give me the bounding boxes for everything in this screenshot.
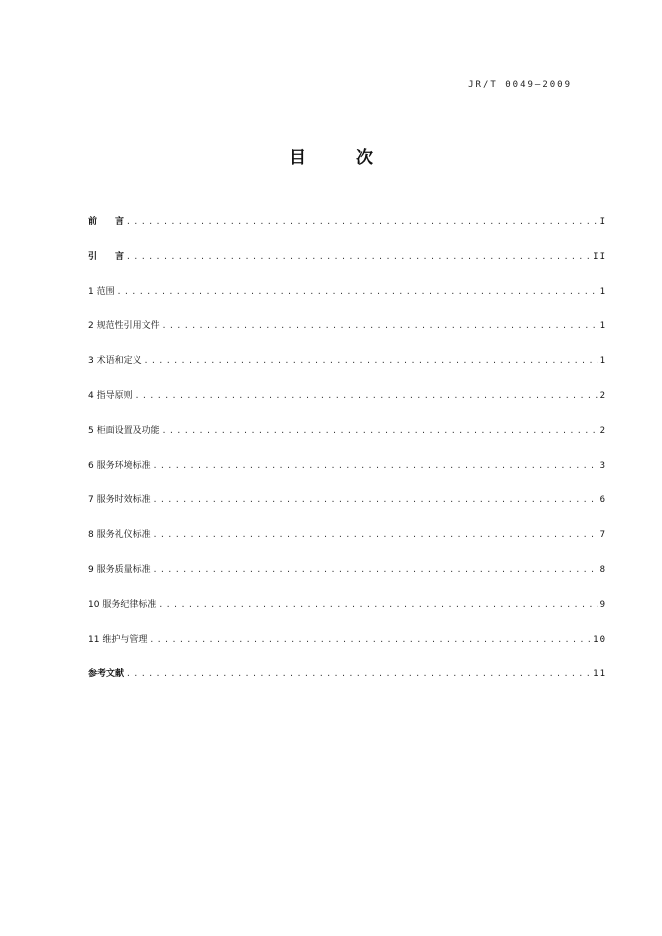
toc-entry-label: 11 维护与管理	[88, 634, 148, 645]
toc-entry[interactable]	[88, 632, 606, 667]
toc-entry-label: 7 服务时效标准	[88, 495, 151, 506]
toc-entry-page-number: 1	[599, 356, 606, 367]
toc-dot-leader	[162, 321, 598, 330]
toc-entry-page-number: 2	[599, 390, 606, 401]
toc-entry[interactable]	[88, 353, 606, 388]
toc-entry[interactable]	[88, 249, 606, 284]
toc-entry-page-number: 7	[599, 530, 606, 541]
toc-entry[interactable]	[88, 527, 606, 562]
toc-dot-leader	[153, 495, 598, 504]
toc-entry-label: 1 范围	[88, 286, 115, 297]
toc-entry-page-number: 2	[599, 425, 606, 436]
toc-dot-leader	[153, 530, 598, 539]
toc-dot-leader	[135, 391, 598, 400]
toc-entry-label: 8 服务礼仪标准	[88, 530, 151, 541]
toc-entry[interactable]	[88, 318, 606, 353]
toc-entry-page-number: 8	[599, 564, 606, 575]
toc-entry-page-number: 9	[599, 599, 606, 610]
toc-entry-label: 前 言	[88, 217, 125, 227]
toc-entry-label: 5 柜面设置及功能	[88, 425, 160, 436]
toc-entry[interactable]	[88, 562, 606, 597]
toc-entry-label: 2 规范性引用文件	[88, 321, 160, 332]
toc-entry[interactable]	[88, 458, 606, 493]
toc-dot-leader	[117, 287, 598, 296]
toc-entry-label: 9 服务质量标准	[88, 564, 151, 575]
toc-entry-label: 引 言	[88, 251, 125, 262]
toc-entry[interactable]	[88, 388, 606, 423]
toc-entry-label: 6 服务环境标准	[88, 460, 151, 471]
toc-entry-label: 参考文献	[88, 669, 125, 680]
toc-entry-label: 10 服务纪律标准	[88, 599, 157, 610]
toc-entry[interactable]	[88, 666, 606, 701]
toc-dot-leader	[126, 252, 591, 261]
toc-entry[interactable]	[88, 423, 606, 458]
toc-entry-page-number: 11	[593, 669, 606, 680]
toc-dot-leader	[153, 565, 598, 574]
toc-title: 目 次	[289, 148, 395, 168]
toc-entry-page-number: 10	[593, 634, 606, 645]
toc-entry[interactable]	[88, 214, 606, 249]
toc-entry[interactable]	[88, 492, 606, 527]
toc-entry-page-number: II	[593, 251, 606, 262]
toc-entry[interactable]	[88, 597, 606, 632]
toc-entry-page-number: 1	[599, 321, 606, 332]
toc-dot-leader	[144, 356, 598, 365]
toc-dot-leader	[158, 600, 597, 609]
toc-dot-leader	[149, 635, 591, 644]
toc-dot-leader	[126, 217, 598, 226]
toc-entry-label: 4 指导原则	[88, 390, 133, 401]
document-code: JR/T 0049—2009	[468, 80, 572, 90]
toc-dot-leader	[126, 669, 591, 678]
toc-entry-page-number: 3	[599, 460, 606, 471]
toc-entry-page-number: 1	[599, 286, 606, 297]
toc-entry-label: 3 术语和定义	[88, 356, 142, 367]
toc-dot-leader	[153, 461, 598, 470]
toc-dot-leader	[162, 426, 598, 435]
toc-entry[interactable]	[88, 284, 606, 319]
toc-list	[88, 214, 606, 701]
toc-entry-page-number: I	[599, 217, 606, 227]
toc-entry-page-number: 6	[599, 495, 606, 506]
